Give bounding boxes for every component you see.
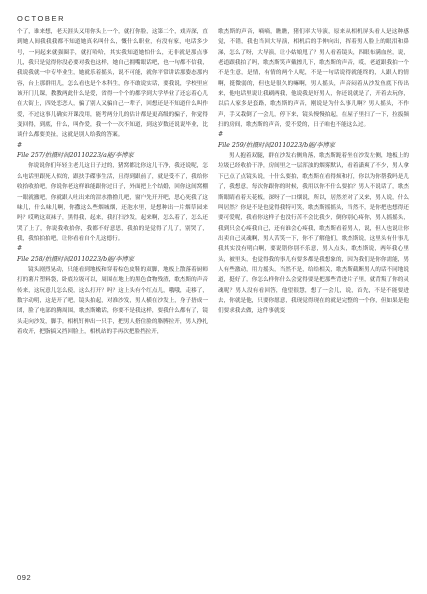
page-number: 092 xyxy=(17,573,32,582)
running-header-month: OCTOBER xyxy=(17,14,66,23)
section-marker: # xyxy=(17,245,23,253)
file-heading: File 258/拍摄时间20110223/b能/李博家 xyxy=(17,255,134,263)
body-paragraph: 镜头剧烈晃动，只能看到地板和穿着棕色皮鞋的双脚，地板上散落着厨师打的薯片塑料袋，卧底垃圾可以，周围在地上的黑色食物残渣，歌杰斯的声音传来，这玩意儿怎么使，这么打开？吗？这上头有个红点儿，哦哦，走移了，数字动明，这是开了吧，镜头拍起，对准沙发，男人横在沙发上，身子捂成一团，脸了电部的腾周围，歌杰斯嫩话，你要不是我这样，要我什么都有了，镜头走向沙发，脚手，相机钉伸出一只手，把男人搭住脸的胳膊拉开，男人挣扎着攻开，把脂搞又挡回脸上，相机站的手再次把脸挡拉开， xyxy=(17,266,208,335)
body-paragraph: 歌杰斯的声音，嘀嘀，瞧瞧，猪们率大导演，原来从相机屏头看人是这种感觉，不错，我也当回大导演，相机后的手伸向出，挥着男人脸上的眼泪和鼻涕，怎么了呀，大导演，让小姑娘甩了？男人看着镜头，四眼布满血丝，说，老道跟我拍了吗，歌杰斯笑声戴擦儿下，歌杰斯的声音，哎，老道跟我拍一个不是生意，是情，有情的两个人呢，不是一句话说得就能终的，人跟人的情啊，挺微弱的，但也是很久的嘛啊，男人摇头，声音闷着从沙发鱼底下传出来，他电话里说让我刷两我，他说我是好男人，你还说就是了，开着去玩你，以后人家多是套路，歌杰斯的声音，刚说是为什么事儿啊？男人摇头，不作声，手又栽倒了一会儿，停下来，镜头慢慢拍起，在屋子里扫了一下，拉扳频扫的房间，歌杰斯的声音，爱不爱的，日子咱也不能这么过。 xyxy=(218,29,409,129)
body-paragraph: 个了，谁来想，老天涯头又用你头上一个，就打你脸，这第二个，戏弄深，直到她人间我我我都不知道她真名叫什么，慨什么职业，有没有家，电话多少号，一问起来就强圈手，就打哈哈，其实我知道她怕什么，无非就是那点事儿，我只是觉得你没必要对我也这样，她自己拥嘴眼话吧，也一句都不信我，我说我就一中专毕业生，她就乐着摇头，说不可能，就你平常讲话那姿态那内容，台上那群用儿，怎么看也是个本科生，你不敢说实话，要我说，学校里应该开门儿课，教教两此什么是爱，省得一个个的都学到大学毕业了还忘着心儿在大街上，四处恋恋人，骗了别人又骗自己一辈子，回想还是不知道什么叫作爱，不过这事儿确实开课没用，能考两分儿的估计都是更高级的骗子，你觉得变回得，到底，什么，叫作爱，我一个一次不知道，到这岁数还说说毕业，比谈什么都要美扯，这就是别人给我的答案。 xyxy=(17,29,208,139)
left-text-column xyxy=(17,27,208,337)
file-heading: File 259/拍摄时间20110223/b能/李博家 xyxy=(218,141,335,149)
section-marker: # xyxy=(17,141,23,149)
body-paragraph: 你说说你们年轻主老儿这日子过的，猪窝都比你这儿干净，我还说呢，怎么电话里跟死人似的，跟扶手碟事生活，且得到跟前了，就是受不了，我给你收拾收拾吧，你说你老这样谁能跟你过日子，外面把上个结婚，回你这间窝棚一眼就撤吧，你就跟人吐出来的泔水撸撸儿吧，窗户先开开吧，思心死我了这味儿，什么味儿啊，你撒这么些烟城烟，还泡水里，是想种出一片烟草园来吗？哎哟这双袜子，黑得我，起来，我打扫沙发，起来啊，怎么着了，怎么还哭了上了，你说我收拾你，我都不好意思，我拍的是觉得了儿了，别哭了，我，我怕拍拍吧，让你看看自个儿这德行。 xyxy=(17,163,208,242)
section-marker: # xyxy=(218,131,224,139)
file-heading: File 257/拍摄时间20110223/a能/李博家 xyxy=(17,152,134,160)
right-text-column xyxy=(218,27,409,317)
body-paragraph: 男人抱着双腿，群在沙发右侧角落，歌杰斯跪着坐在沙发左侧，地板上的垃圾已经收拾干净，房间里之一层浑浊的烟雾默认，看着潇爽了不少，男人拿下已点了点镜头说，十什么要拍，歌杰斯在看得烦和打，你以为你帮我吗是儿了，我想意，每次你跟你的时候，我用以你不什么要拍？男人不说话了，歌杰斯眼睛看着天花板，深呀了一口烟说，所以，居然差对了又来，男人说，什么叫居然？你是不是也觉得我特可笑，歌杰斯摇摇头，当然不，是你把也想得还要可爱呢，我看你这样子也没行苦不会比我少，倒你别心疼你，男人摇摇头，我到只会心疼我自己，还有谁会心疼我，歌杰斯看着男人，说，但人也说让你出卖自己灵魂啊，男人苦笑一下，你不了解他们，歌杰斯说，这里头有什事儿我其实没有明白啊，要说错你别不乐意，男人点头，歌杰斯说，两年我心里头，被里头，也觉得我的事儿有要多都是我想象的，因为我们是你你需能，男人有些激动，用力摇头，当然不是，给给相关，歌杰斯截断男人的话不同地说道，挺好了，你怎么样你什么会觉得要是把那些背进片子里，就背叛了你的灵魂呢？男人没有看回答，他望很慧，想了一会儿，说，首先，不是不能要进去，你就是他，只要你愿意，我现觉得现在的就是完整的一个你，但如果是他们要求我去做，这件事就变 xyxy=(218,153,409,315)
